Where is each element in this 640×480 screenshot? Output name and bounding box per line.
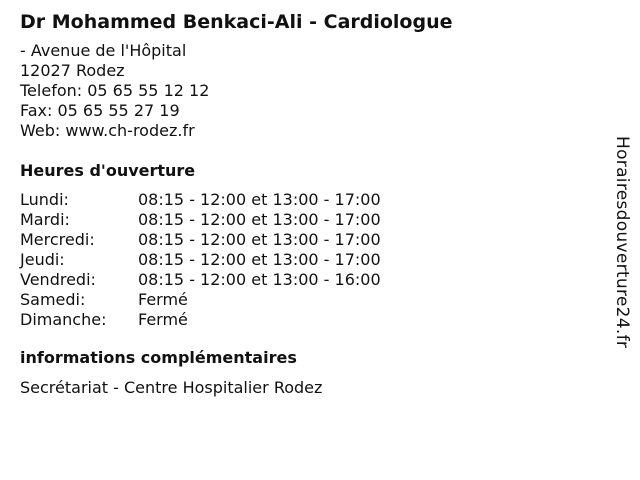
day-label: Mercredi: [20, 230, 95, 249]
listing-card [20, 8, 600, 399]
additional-info-heading: informations complémentaires [20, 348, 297, 367]
day-hours: 08:15 - 12:00 et 13:00 - 16:00 [138, 270, 381, 289]
hours-row-saturday [20, 290, 600, 310]
day-hours: 08:15 - 12:00 et 13:00 - 17:00 [138, 190, 381, 209]
watermark-text: Horairesdouverture24.fr [612, 136, 632, 349]
additional-info-text: Secrétariat - Centre Hospitalier Rodez [20, 378, 323, 397]
day-hours: Fermé [138, 310, 188, 329]
day-label: Lundi: [20, 190, 69, 209]
site-watermark [610, 136, 634, 370]
day-hours: Fermé [138, 290, 188, 309]
city-postcode: 12027 Rodez [20, 61, 125, 80]
fax-number: Fax: 05 65 55 27 19 [20, 101, 180, 120]
hours-row-monday [20, 190, 600, 210]
hours-row-wednesday [20, 230, 600, 250]
day-label: Dimanche: [20, 310, 107, 329]
day-hours: 08:15 - 12:00 et 13:00 - 17:00 [138, 230, 381, 249]
phone-number: Telefon: 05 65 55 12 12 [20, 81, 210, 100]
day-hours: 08:15 - 12:00 et 13:00 - 17:00 [138, 210, 381, 229]
street-address: - Avenue de l'Hôpital [20, 41, 187, 60]
hours-row-friday [20, 270, 600, 290]
opening-hours-table [20, 190, 600, 330]
hours-row-thursday [20, 250, 600, 270]
address-block [20, 41, 600, 141]
hours-row-sunday [20, 310, 600, 330]
hours-row-tuesday [20, 210, 600, 230]
day-label: Mardi: [20, 210, 70, 229]
website: Web: www.ch-rodez.fr [20, 121, 195, 140]
day-label: Samedi: [20, 290, 86, 309]
day-label: Jeudi: [20, 250, 65, 269]
day-hours: 08:15 - 12:00 et 13:00 - 17:00 [138, 250, 381, 269]
day-label: Vendredi: [20, 270, 96, 289]
page-title: Dr Mohammed Benkaci-Ali - Cardiologue [20, 11, 453, 33]
opening-hours-heading: Heures d'ouverture [20, 161, 196, 180]
